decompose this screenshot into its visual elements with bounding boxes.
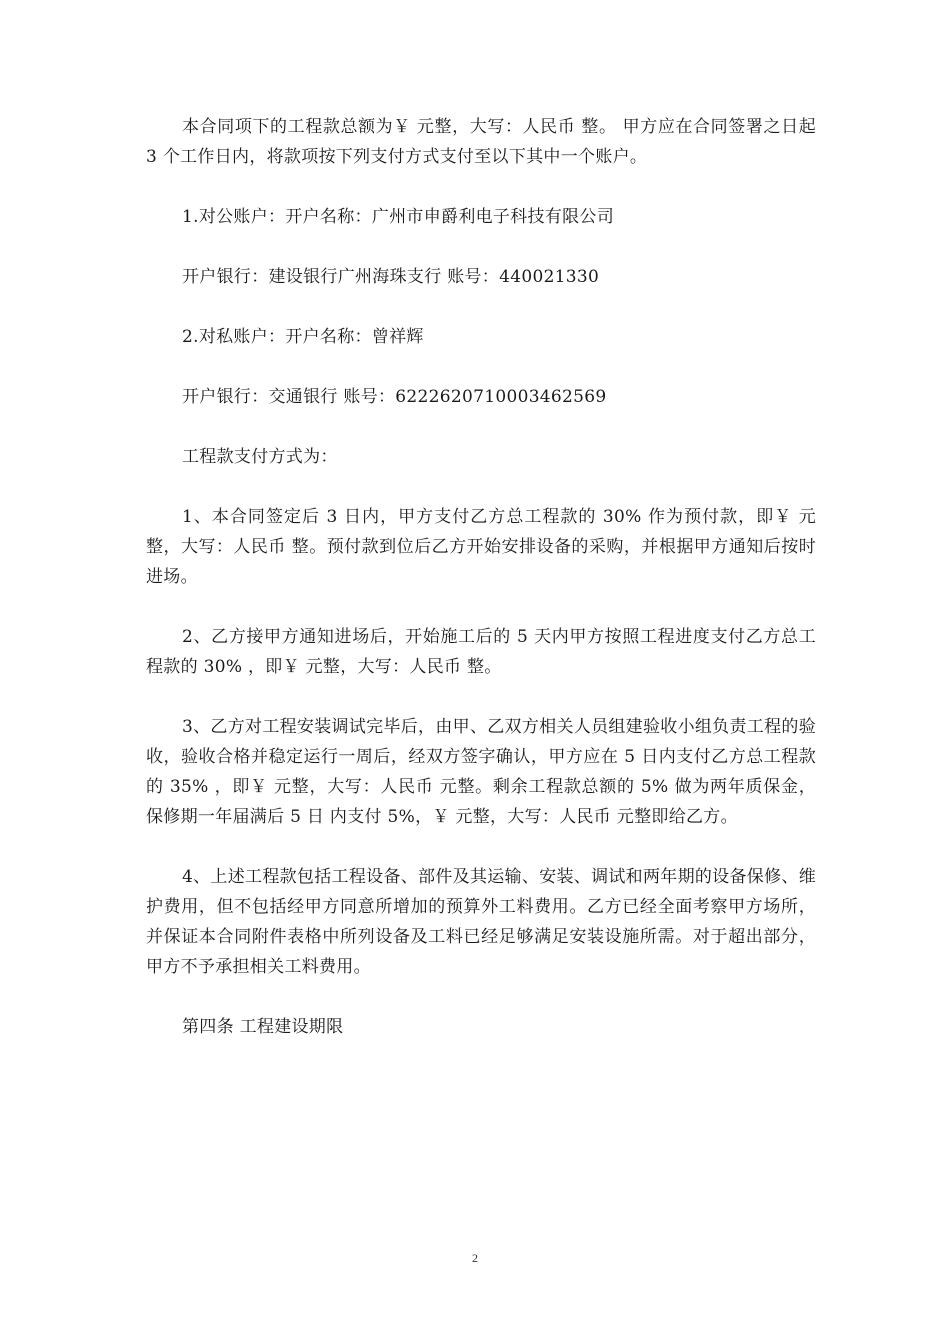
paragraph-payment-total: 本合同项下的工程款总额为￥ 元整，大写：人民币 整。 甲方应在合同签署之日起 3 个工作日内，将款项按下列支付方式支付至以下其中一个账户。 (146, 117, 816, 167)
paragraph-payment-term-1: 1、本合同签定后 3 日内，甲方支付乙方总工程款的 30% 作为预付款，即￥ 元整，大写：人民币 整。预付款到位后乙方开始安排设备的采购，并根据甲方通知后按时进场。 (146, 507, 816, 587)
paragraph-payment-term-2: 2、乙方接甲方通知进场后，开始施工后的 5 天内甲方按照工程进度支付乙方总工程款的 30% ，即￥ 元整，大写：人民币 整。 (146, 627, 816, 677)
section-heading-article-4: 第四条 工程建设期限 (182, 1017, 344, 1037)
page-number: 2 (472, 1251, 478, 1265)
document-body (146, 112, 816, 1042)
paragraph-corporate-account-bank: 开户银行：建设银行广州海珠支行 账号：440021330 (182, 267, 600, 287)
paragraph-payment-method-heading: 工程款支付方式为： (182, 447, 338, 467)
paragraph-payment-term-4: 4、上述工程款包括工程设备、部件及其运输、安装、调试和两年期的设备保修、维护费用，但不包括经甲方同意所增加的预算外工料费用。乙方已经全面考察甲方场所，并保证本合同附件表格中所列设备及工料已经足够满足安装设施所需。对于超出部分，甲方不予承担相关工料费用。 (146, 867, 816, 977)
paragraph-payment-term-3: 3、乙方对工程安装调试完毕后，由甲、乙双方相关人员组建验收小组负责工程的验收，验收合格并稳定运行一周后，经双方签字确认，甲方应在 5 日内支付乙方总工程款的 35% ，即￥ 元整，大写：人民币 元整。剩余工程款总额的 5% 做为两年质保金，保修期一年届满后 5 日 内支付 5%，￥ 元整，大写：人民币 元整即给乙方。 (146, 717, 816, 827)
paragraph-corporate-account-name: 1.对公账户：开户名称：广州市申爵利电子科技有限公司 (182, 207, 615, 227)
paragraph-private-account-name: 2.对私账户：开户名称：曾祥辉 (182, 327, 424, 347)
paragraph-private-account-bank: 开户银行：交通银行 账号：6222620710003462569 (182, 387, 607, 407)
